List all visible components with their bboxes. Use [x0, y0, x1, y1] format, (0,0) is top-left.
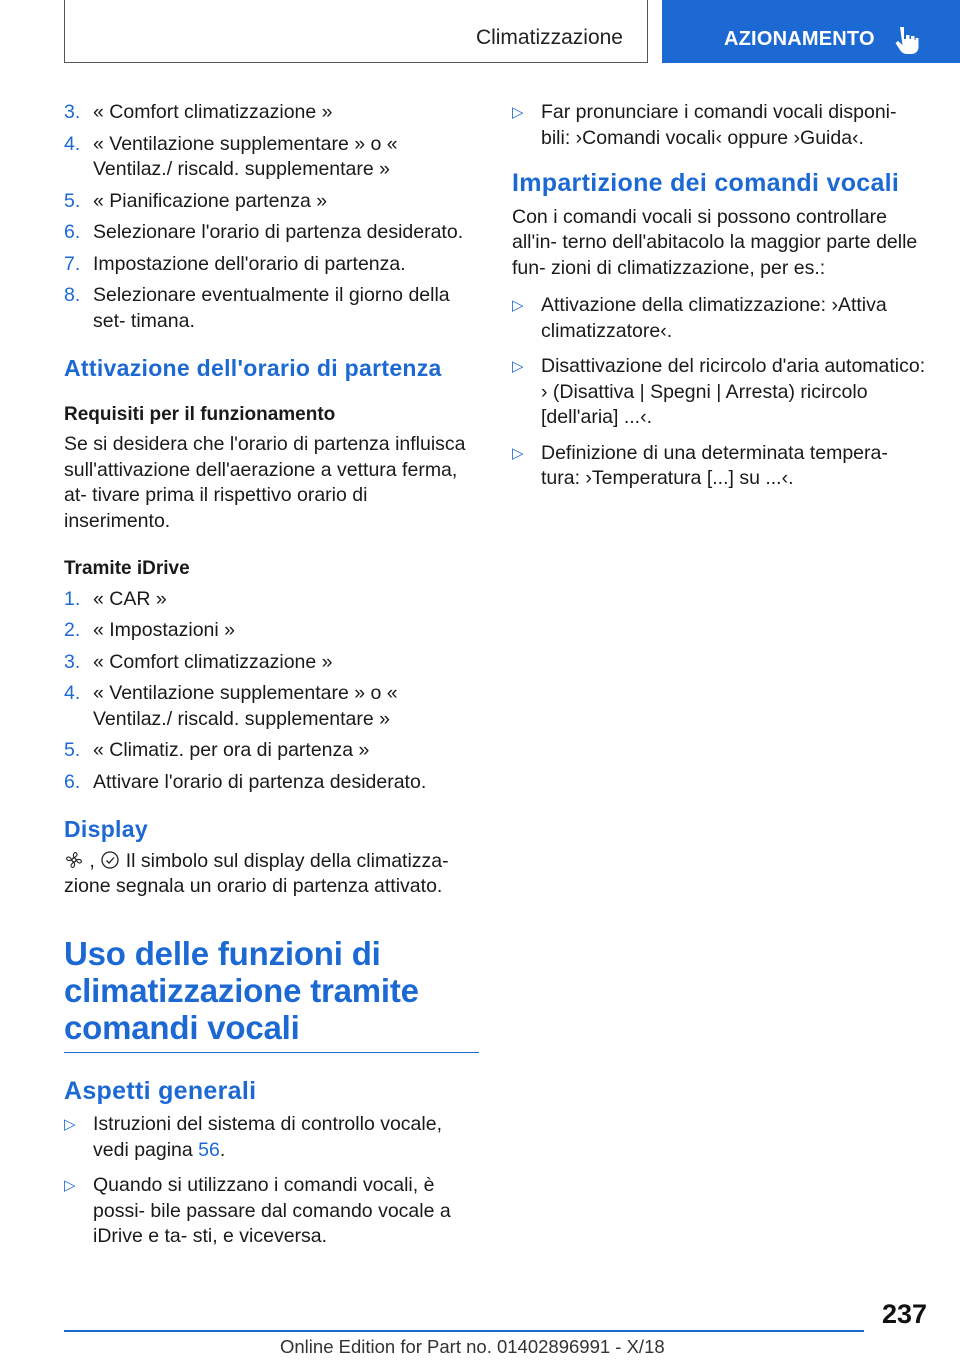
step-number: 3. [64, 101, 81, 123]
requirements-heading: Requisiti per il funzionamento [64, 403, 336, 425]
footer-divider [64, 1330, 864, 1332]
bullet-text: Definizione di una determinata tempera‐ tura: ›Temperatura [...] su ...‹. [541, 441, 888, 489]
step-number: 4. [64, 682, 81, 704]
triangle-bullet-icon: ▷ [512, 358, 524, 375]
chapter-tab-label: AZIONAMENTO [724, 28, 875, 50]
list-item [64, 618, 479, 644]
step-number: 2. [64, 619, 81, 641]
main-section-title: Uso delle funzioni di climatizzazione tramite comandi vocali [64, 935, 479, 1053]
display-separator: , [89, 849, 95, 872]
triangle-bullet-icon: ▷ [64, 1116, 76, 1133]
header-section-box [64, 0, 648, 63]
steps-list-b [64, 587, 479, 796]
step-text: Selezionare eventualmente il giorno della set‐ timana. [93, 284, 450, 332]
voice-commands-intro: Con i comandi vocali si possono controllare all'in‐ terno dell'abitacolo la maggior parte delle fun‐ zioni di climatizzazione, per es.: [512, 205, 918, 279]
step-number: 5. [64, 739, 81, 761]
idrive-heading: Tramite iDrive [64, 558, 190, 579]
step-number: 8. [64, 284, 81, 306]
list-item [64, 1173, 479, 1250]
page-link[interactable]: 56 [198, 1138, 220, 1161]
step-text: « Comfort climatizzazione » [93, 101, 333, 123]
bullet-text: Istruzioni del sistema di controllo vocale, vedi pagina [93, 1113, 442, 1161]
display-heading: Display [64, 816, 148, 842]
bullet-text: Quando si utilizzano i comandi vocali, è possi‐ bile passare dal comando vocale a iDrive e ta‐ sti, e viceversa. [93, 1174, 451, 1247]
voice-command-bullets [512, 293, 927, 492]
list-item [64, 189, 479, 215]
step-number: 6. [64, 221, 81, 243]
list-item [64, 252, 479, 278]
list-item [64, 283, 479, 334]
list-item [64, 650, 479, 676]
step-text: « Comfort climatizzazione » [93, 650, 333, 673]
step-text: « Impostazioni » [93, 619, 235, 641]
steps-list-a [64, 100, 479, 334]
general-heading: Aspetti generali [64, 1076, 257, 1105]
step-number: 1. [64, 587, 81, 610]
step-text: « Ventilazione supplementare » o « Ventilaz./ riscald. supplementare » [93, 682, 398, 730]
requirements-text: Se si desidera che l'orario di partenza influisca sull'attivazione dell'aerazione a vettura ferma, at‐ tivare prima il rispettivo orario di inserimento. [64, 433, 466, 532]
clock-symbol-icon [100, 850, 120, 870]
bullet-text: Disattivazione del ricircolo d'aria automatico: › (Disattiva | Spegni | Arresta) ricircolo [dell'aria] ...‹. [541, 355, 926, 428]
step-text: « CAR » [93, 587, 167, 610]
chapter-tab[interactable] [662, 0, 960, 63]
display-text: Il simbolo sul display della climatizza‐ zione segnala un orario di partenza attivato. [64, 849, 449, 897]
step-text: Attivare l'orario di partenza desiderato. [93, 770, 427, 793]
bullet-text: Far pronunciare i comandi vocali disponi‐ bili: ›Comandi vocali‹ oppure ›Guida‹. [541, 101, 897, 149]
general-bullets [64, 1112, 479, 1250]
step-number: 3. [64, 650, 81, 673]
display-paragraph [64, 849, 479, 900]
list-item [64, 681, 479, 732]
fan-symbol-icon [64, 850, 84, 870]
step-number: 4. [64, 132, 81, 155]
list-item [64, 132, 479, 183]
step-number: 7. [64, 252, 81, 275]
list-item [64, 587, 479, 613]
pointing-hand-icon [894, 25, 920, 55]
list-item [512, 354, 927, 431]
triangle-bullet-icon: ▷ [512, 104, 524, 121]
step-number: 5. [64, 189, 81, 212]
step-number: 6. [64, 770, 81, 793]
step-text: « Ventilazione supplementare » o « Ventilaz./ riscald. supplementare » [93, 132, 398, 180]
bullet-text: Attivazione della climatizzazione: ›Attiva climatizzatore‹. [541, 294, 887, 342]
step-text: Impostazione dell'orario di partenza. [93, 252, 406, 275]
page-number: 237 [881, 1299, 927, 1329]
bullet-text-end: . [219, 1138, 226, 1161]
triangle-bullet-icon: ▷ [64, 1177, 76, 1194]
step-text: « Pianificazione partenza » [93, 189, 328, 212]
triangle-bullet-icon: ▷ [512, 444, 524, 462]
right-column [512, 100, 927, 498]
list-item [512, 293, 927, 344]
triangle-bullet-icon: ▷ [512, 297, 524, 314]
list-item [512, 441, 927, 492]
list-item [64, 738, 479, 764]
list-item [64, 770, 479, 796]
list-item [64, 220, 479, 246]
list-item [64, 1112, 479, 1163]
step-text: « Climatiz. per ora di partenza » [93, 739, 370, 761]
step-text: Selezionare l'orario di partenza desiderato. [93, 221, 464, 243]
list-item [64, 100, 479, 126]
voice-commands-heading: Impartizione dei comandi vocali [512, 169, 900, 197]
section-title: Climatizzazione [475, 26, 623, 49]
left-column [64, 100, 479, 1256]
footer-edition: Online Edition for Part no. 01402896991 - X/18 [280, 1336, 665, 1357]
list-item [512, 100, 927, 151]
activation-heading: Attivazione dell'orario di partenza [64, 355, 442, 381]
